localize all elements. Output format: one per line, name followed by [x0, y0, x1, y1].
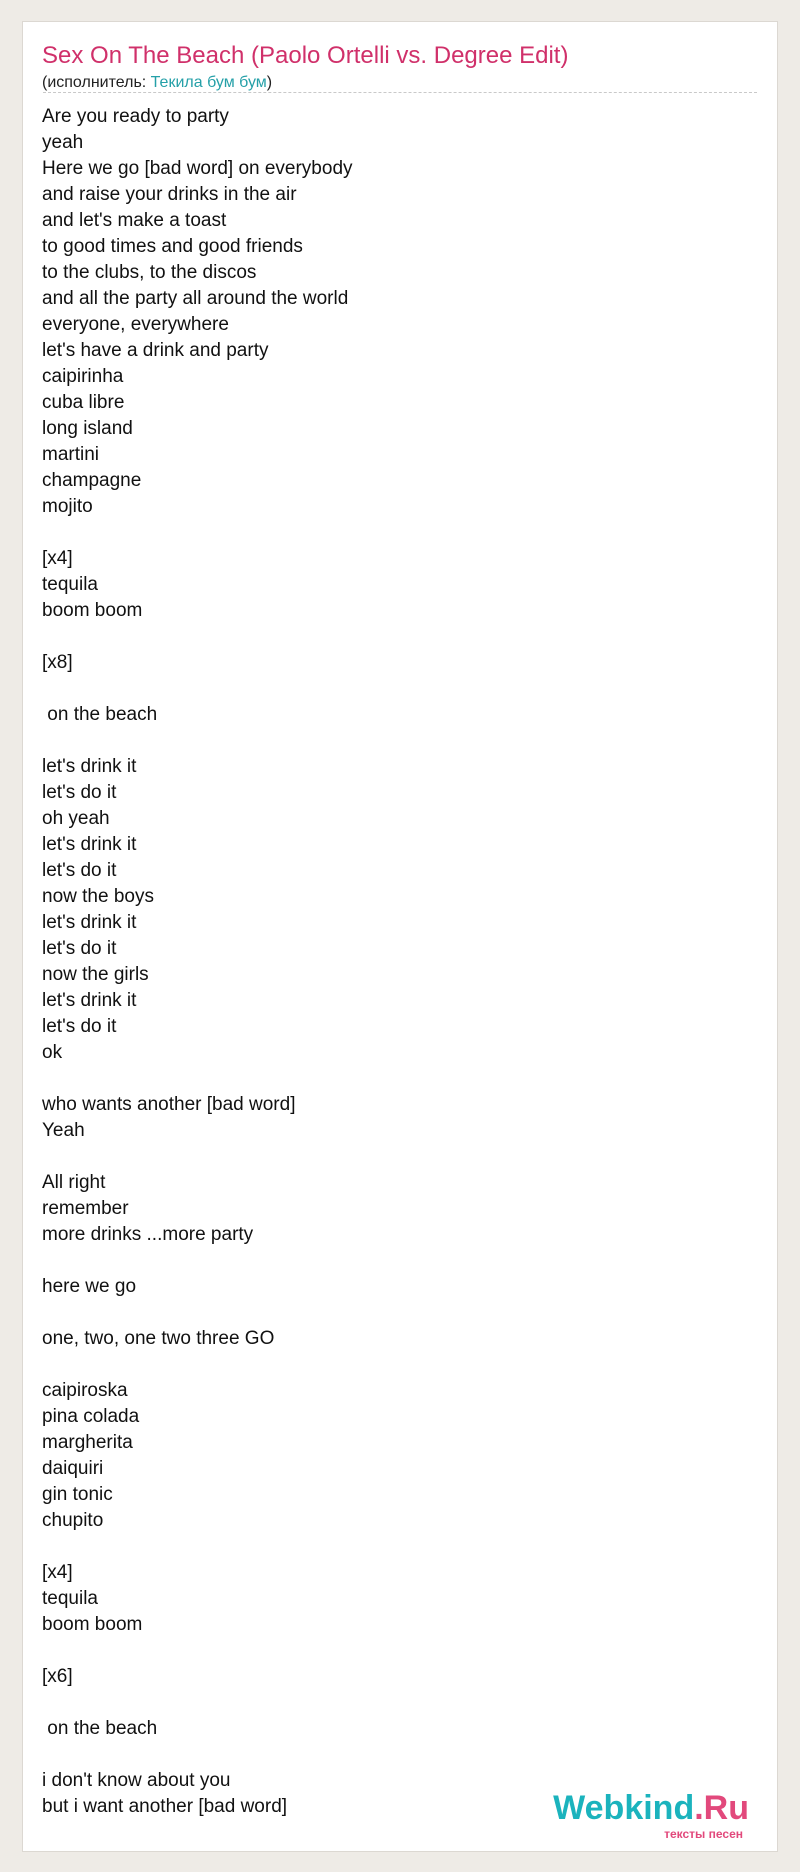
lyric-line: champagne — [42, 470, 142, 491]
lyric-line: let's do it — [42, 1016, 117, 1037]
lyric-line: caipirinha — [42, 366, 124, 387]
lyric-line: daiquiri — [42, 1458, 104, 1479]
lyric-line — [42, 624, 742, 650]
lyric-line: All right — [42, 1172, 106, 1193]
lyric-line: let's do it — [42, 860, 117, 881]
lyrics-card — [22, 21, 778, 1852]
lyric-line — [42, 1066, 742, 1092]
lyric-line: pina colada — [42, 1406, 140, 1427]
lyric-line: and raise your drinks in the air — [42, 184, 297, 205]
lyric-line: now the boys — [42, 886, 154, 907]
lyric-line: remember — [42, 1198, 129, 1219]
lyric-line: chupito — [42, 1510, 104, 1531]
logo-brand-main: Webkind — [553, 1789, 695, 1827]
title-divider — [43, 92, 757, 93]
lyric-line — [42, 1638, 742, 1664]
logo-tagline: тексты песен — [664, 1827, 743, 1841]
lyric-line: let's drink it — [42, 834, 137, 855]
lyric-line: let's drink it — [42, 756, 137, 777]
lyric-line: Yeah — [42, 1120, 85, 1141]
lyric-line: caipiroska — [42, 1380, 128, 1401]
lyric-line: martini — [42, 444, 100, 465]
lyrics-text — [42, 104, 742, 1820]
lyric-line: let's drink it — [42, 912, 137, 933]
logo-brand-tld: .Ru — [694, 1789, 749, 1827]
lyric-line: tequila — [42, 1588, 98, 1609]
artist-suffix: ) — [266, 74, 273, 91]
lyric-line — [42, 1144, 742, 1170]
lyric-line: Here we go [bad word] on everybody — [42, 158, 353, 179]
song-title: Sex On The Beach (Paolo Ortelli vs. Degree Edit) — [42, 42, 569, 69]
lyric-line: to the clubs, to the discos — [42, 262, 257, 283]
artist-line — [42, 74, 272, 92]
lyric-line — [42, 1742, 742, 1768]
lyric-line: cuba libre — [42, 392, 125, 413]
lyric-line: and all the party all around the world — [42, 288, 349, 309]
lyric-line: let's drink it — [42, 990, 137, 1011]
lyric-line: here we go — [42, 1276, 137, 1297]
logo-brand — [553, 1789, 749, 1828]
lyric-line: oh yeah — [42, 808, 110, 829]
lyric-line: let's do it — [42, 782, 117, 803]
lyric-line: and let's make a toast — [42, 210, 227, 231]
lyric-line: tequila — [42, 574, 98, 595]
lyric-line — [42, 1352, 742, 1378]
lyric-line: one, two, one two three GO — [42, 1328, 275, 1349]
lyric-line: let's have a drink and party — [42, 340, 269, 361]
lyric-line: let's do it — [42, 938, 117, 959]
lyric-line: but i want another [bad word] — [42, 1796, 288, 1817]
lyric-line: i don't know about you — [42, 1770, 231, 1791]
lyric-line: boom boom — [42, 600, 143, 621]
lyric-line — [42, 1690, 742, 1716]
lyric-line — [42, 1534, 742, 1560]
lyric-line: gin tonic — [42, 1484, 113, 1505]
lyric-line: to good times and good friends — [42, 236, 303, 257]
webkind-logo[interactable] — [553, 1789, 749, 1841]
lyric-line: long island — [42, 418, 133, 439]
artist-link[interactable]: Текила бум бум — [150, 74, 267, 91]
lyric-line — [42, 520, 742, 546]
lyric-line: everyone, everywhere — [42, 314, 229, 335]
lyric-line — [42, 676, 742, 702]
lyric-line: more drinks ...more party — [42, 1224, 254, 1245]
artist-prefix: (исполнитель: — [42, 74, 151, 91]
lyric-line: [x4] — [42, 548, 73, 569]
lyric-line: [x4] — [42, 1562, 73, 1583]
lyric-line: [x8] — [42, 652, 73, 673]
lyric-line: yeah — [42, 132, 84, 153]
lyric-line: ok — [42, 1042, 63, 1063]
lyric-line: now the girls — [42, 964, 149, 985]
lyric-line: mojito — [42, 496, 93, 517]
lyric-line: on the beach — [42, 1718, 158, 1739]
lyric-line: who wants another [bad word] — [42, 1094, 296, 1115]
lyric-line — [42, 1248, 742, 1274]
lyric-line: [x6] — [42, 1666, 73, 1687]
lyric-line — [42, 1300, 742, 1326]
lyric-line: Are you ready to party — [42, 106, 229, 127]
lyric-line: on the beach — [42, 704, 158, 725]
lyric-line — [42, 728, 742, 754]
lyric-line: boom boom — [42, 1614, 143, 1635]
lyric-line: margherita — [42, 1432, 133, 1453]
